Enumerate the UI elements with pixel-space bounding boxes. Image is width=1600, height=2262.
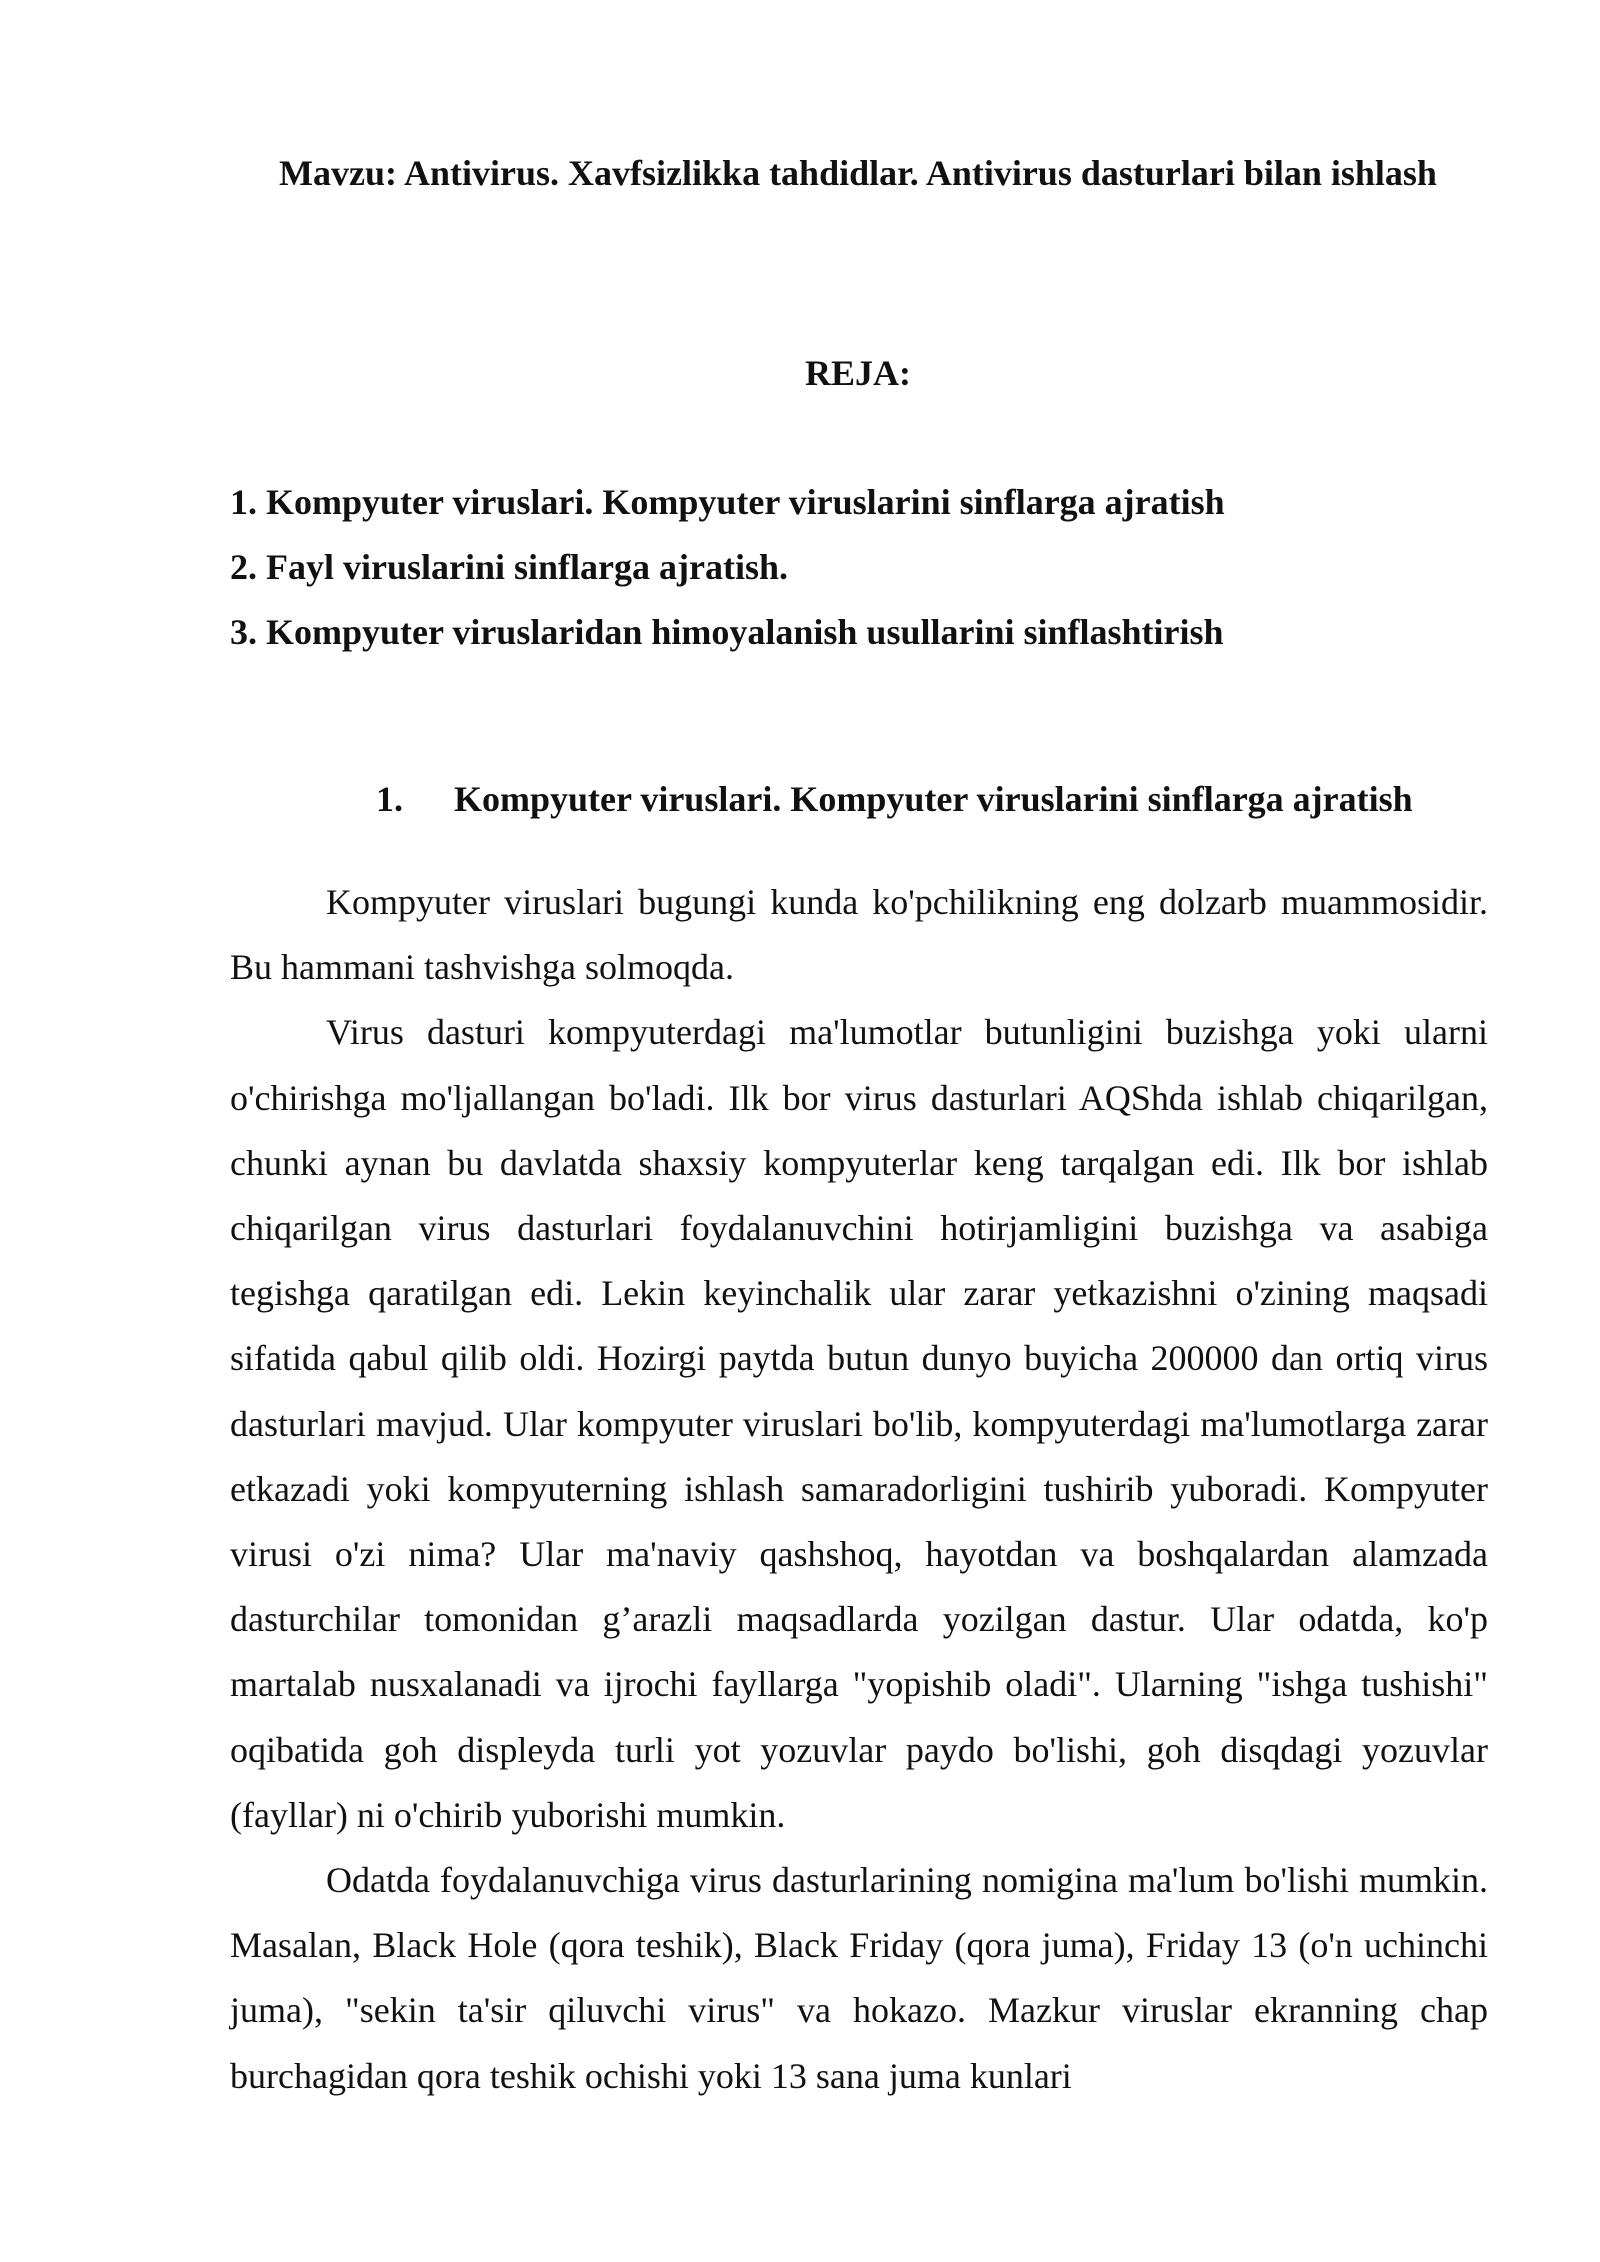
body-text bbox=[230, 870, 1488, 2109]
section-number: 1. bbox=[376, 779, 403, 819]
paragraph: Odatda foydalanuvchiga virus dasturlarining nomigina ma'lum bo'lishi mumkin. Masalan, Black Hole (qora teshik), Black Friday (qora juma), Friday 13 (o'n uchinchi juma), "sekin ta'sir qiluvchi virus" va hokazo. Mazkur viruslar ekranning chap burchagidan qora teshik ochishi yoki 13 sana juma kunlari bbox=[230, 1860, 1488, 2096]
paragraph: Kompyuter viruslari bugungi kunda ko'pchilikning eng dolzarb muammosidir. Bu hammani tashvishga solmoqda. bbox=[230, 882, 1488, 988]
section-heading-text: Kompyuter viruslari. Kompyuter viruslarini sinflarga ajratish bbox=[454, 779, 1413, 819]
plan-item-2: 2. Fayl viruslarini sinflarga ajratish. bbox=[230, 547, 788, 587]
plan-heading: REJA: bbox=[805, 353, 911, 393]
document-title: Mavzu: Antivirus. Xavfsizlikka tahdidlar. Antivirus dasturlari bilan ishlash bbox=[279, 153, 1437, 193]
plan-item-1: 1. Kompyuter viruslari. Kompyuter viruslarini sinflarga ajratish bbox=[230, 482, 1225, 522]
paragraph: Virus dasturi kompyuterdagi ma'lumotlar butunligini buzishga yoki ularni o'chirishga mo'ljallangan bo'ladi. Ilk bor virus dasturlari AQShda ishlab chiqarilgan, chunki aynan bu davlatda shaxsiy kompyuterlar keng tarqalgan edi. Ilk bor ishlab chiqarilgan virus dasturlari foydalanuvchini hotirjamligini buzishga va asabiga tegishga qaratilgan edi. Lekin keyinchalik ular zarar yetkazishni o'zining maqsadi sifatida qabul qilib oldi. Hozirgi paytda butun dunyo buyicha 200000 dan ortiq virus dasturlari mavjud. Ular kompyuter viruslari bo'lib, kompyuterdagi ma'lumotlarga zarar etkazadi yoki kompyuterning ishlash samaradorligini tushirib yuboradi. Kompyuter virusi o'zi nima? Ular ma'naviy qashshoq, hayotdan va boshqalardan alamzada dasturchilar tomonidan g’arazli maqsadlarda yozilgan dastur. Ular odatda, ko'p martalab nusxalanadi va ijrochi fayllarga "yopishib oladi". Ularning "ishga tushishi" oqibatida goh displeyda turli yot yozuvlar paydo bo'lishi, goh disqdagi yozuvlar (fayllar) ni o'chirib yuborishi mumkin. bbox=[230, 1012, 1488, 1835]
section-heading bbox=[376, 766, 1496, 832]
plan-item-3: 3. Kompyuter viruslaridan himoyalanish usullarini sinflashtirish bbox=[230, 612, 1224, 652]
plan-list bbox=[230, 470, 1490, 665]
